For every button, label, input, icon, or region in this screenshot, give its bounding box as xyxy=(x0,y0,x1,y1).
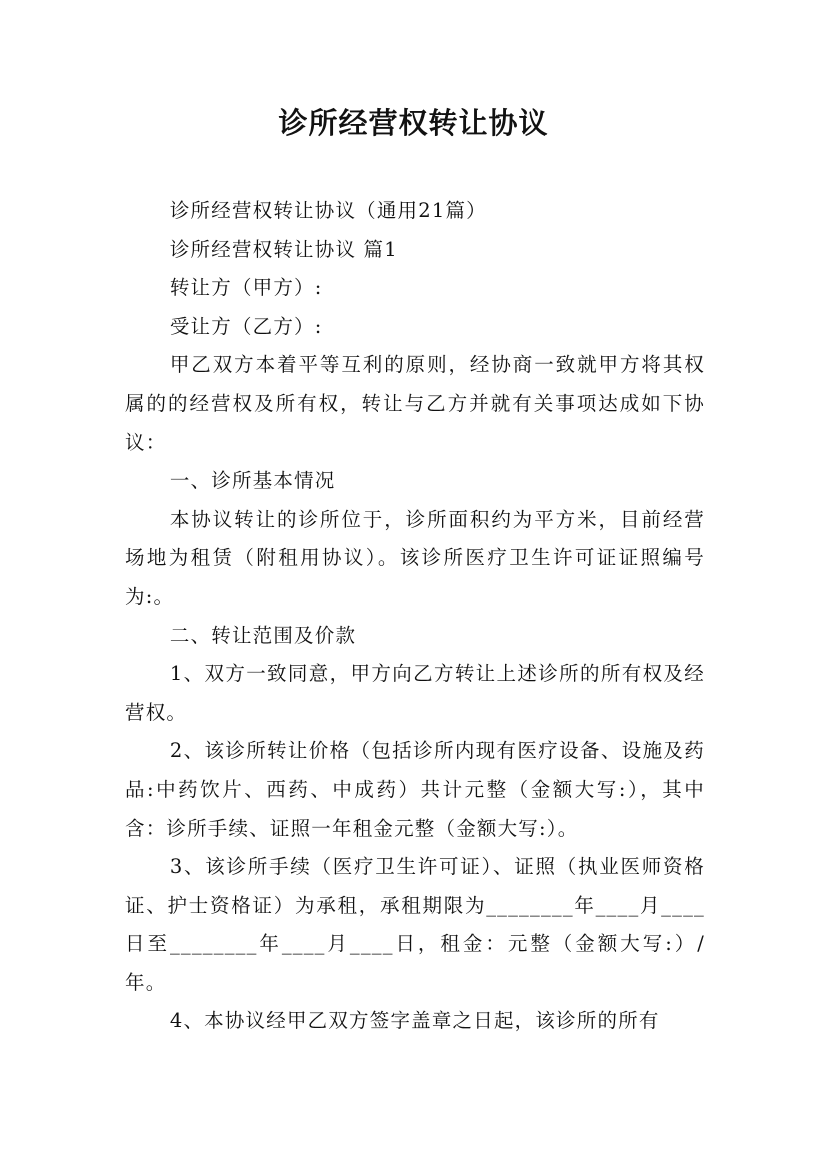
paragraph-clause-1: 1、双方一致同意，甲方向乙方转让上述诊所的所有权及经营权。 xyxy=(125,662,705,724)
paragraph-section-heading: 诊所经营权转让协议 篇1 xyxy=(169,237,398,261)
document-title: 诊所经营权转让协议 xyxy=(278,106,549,140)
document-body xyxy=(125,192,705,1041)
paragraph-transferor: 转让方（甲方）: xyxy=(169,276,323,300)
paragraph-clause-3: 3、该诊所手续（医疗卫生许可证）、证照（执业医师资格证、护士资格证）为承租，承租期限为________年____月____日至________年____月____日，租金：元整（金额大写:）/年。 xyxy=(125,855,705,994)
paragraph-heading-scope-price: 二、转让范围及价款 xyxy=(169,623,357,647)
paragraph-subtitle: 诊所经营权转让协议（通用21篇） xyxy=(169,199,487,222)
paragraph-transferee: 受让方（乙方）: xyxy=(169,314,323,338)
paragraph-clause-4: 4、本协议经甲乙双方签字盖章之日起，该诊所的所有 xyxy=(169,1009,660,1033)
paragraph-clinic-info: 本协议转让的诊所位于，诊所面积约为平方米，目前经营场地为租赁（附租用协议）。该诊所医疗卫生许可证证照编号为:。 xyxy=(125,507,705,608)
paragraph-preamble: 甲乙双方本着平等互利的原则，经协商一致就甲方将其权属的的经营权及所有权，转让与乙方并就有关事项达成如下协议： xyxy=(125,353,705,454)
paragraph-clause-2: 2、该诊所转让价格（包括诊所内现有医疗设备、设施及药品:中药饮片、西药、中成药）共计元整（金额大写:），其中含：诊所手续、证照一年租金元整（金额大写:）。 xyxy=(125,739,705,840)
paragraph-heading-clinic-info: 一、诊所基本情况 xyxy=(169,469,336,493)
